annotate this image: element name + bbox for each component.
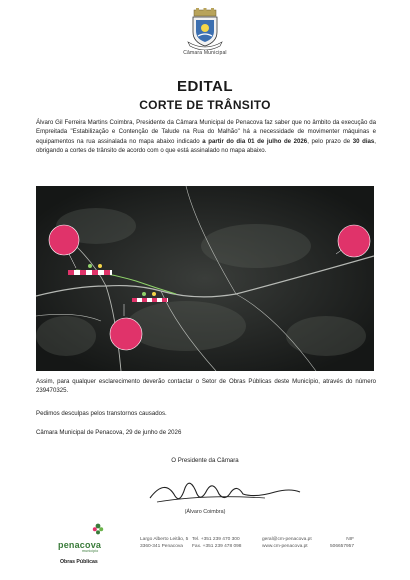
place-date: Câmara Municipal de Penacova, 29 de junho de 2026 <box>36 429 182 436</box>
document-title: EDITAL <box>176 78 234 95</box>
closure-map <box>36 186 374 371</box>
document-subtitle: CORTE DE TRÂNSITO <box>139 98 271 112</box>
footer-address: Largo Alberto Leitão, 5 3360-341 Penacova <box>140 537 189 549</box>
signature-icon <box>145 468 305 508</box>
footer-web[interactable]: www.cm-penacova.pt <box>262 544 308 549</box>
crest-caption: Câmara Municipal <box>183 50 227 56</box>
signatory-name: (Álvaro Coimbra) <box>184 509 226 515</box>
signature-title: O Presidente da Câmara <box>171 457 239 464</box>
municipal-crest-icon <box>184 8 226 50</box>
footer-logo-text: penacova <box>58 540 102 550</box>
footer-nif: NIF 506657957 <box>330 537 355 549</box>
footer-email[interactable]: geral@cm-penacova.pt <box>262 537 312 542</box>
footer-department: Obras Públicas <box>60 559 98 565</box>
footer-logo-sub: município <box>82 549 99 553</box>
penacova-logo-icon <box>86 520 110 540</box>
contact-paragraph: Assim, para qualquer esclarecimento deverão contactar o Setor de Obras Públicas deste Município, através do número 239470325. <box>36 378 376 395</box>
footer-phone: Tel. +351 239 470 300 Fax. +351 239 478 098 <box>192 537 242 549</box>
apology-paragraph: Pedimos desculpas pelos transtornos causados. <box>36 410 167 417</box>
footer-contact <box>262 536 312 550</box>
intro-paragraph: Álvaro Gil Ferreira Martins Coimbra, Presidente da Câmara Municipal de Penacova faz saber que no âmbito da execução da Empreitada "Estabilização e Contenção de Talude na Rua do Malhão" há a necessidade de movimenter máquinas e equipamentos na rua assinalada no mapa abaixo indicado a partir do dia 01 de julho de 2026, pelo prazo de 30 dias, obrigando a cortes de trânsito de acordo com o que está assinalado no mapa abaixo. <box>36 119 376 154</box>
